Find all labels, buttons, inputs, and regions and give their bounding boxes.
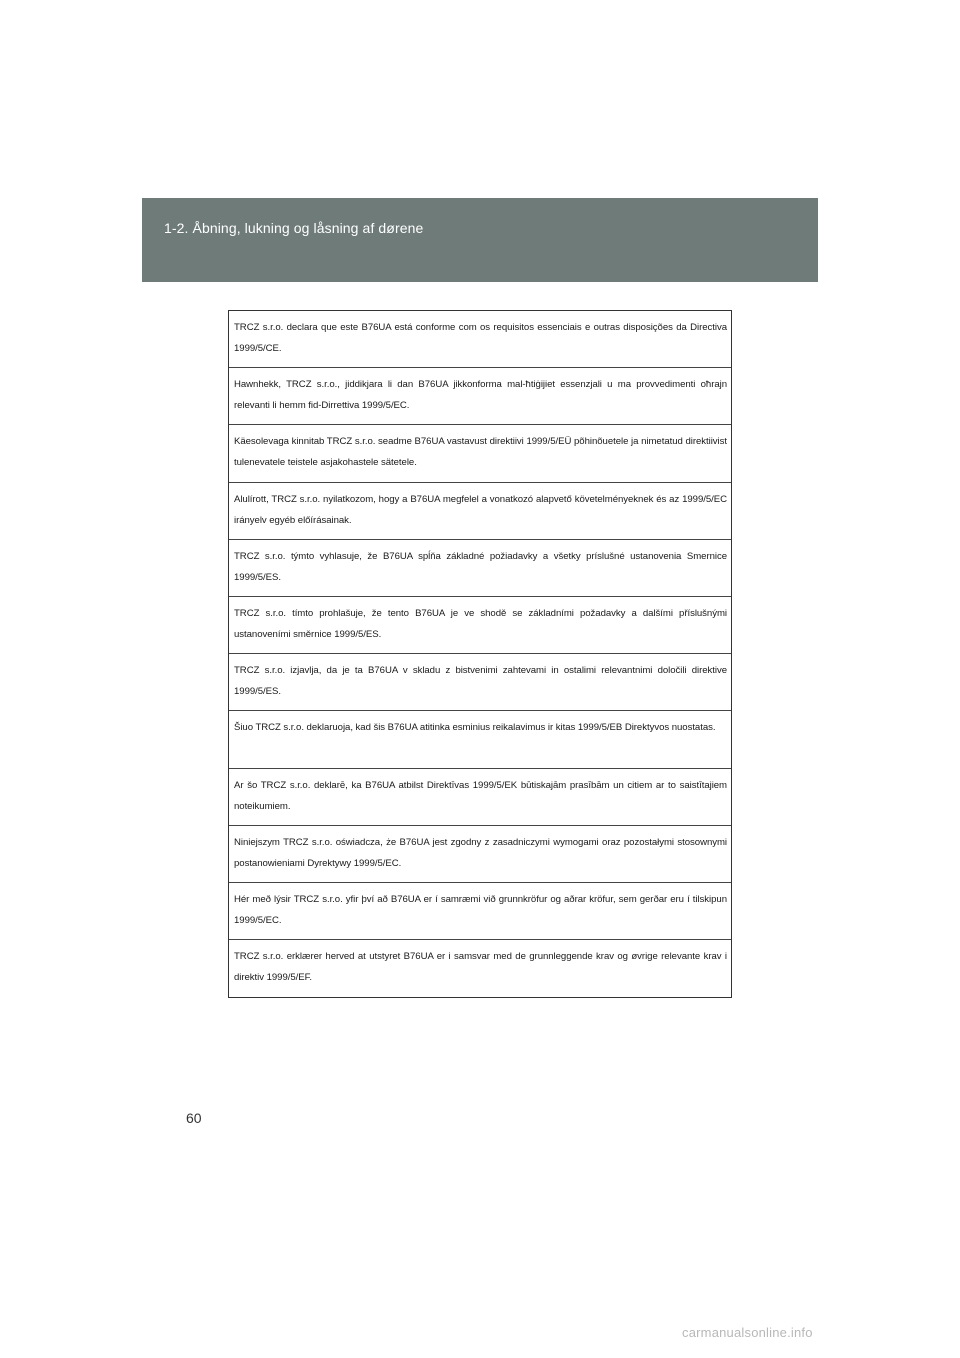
watermark-text: carmanualsonline.info [682,1325,813,1340]
declaration-text: TRCZ s.r.o. tímto prohlašuje, že tento B76UA je ve shodě se základními požadavky a dalšími příslušnými ustanoveními směrnice 1999/5/ES. [234,607,727,640]
declaration-table [228,310,732,998]
declaration-row [229,311,731,368]
declaration-text: TRCZ s.r.o. declara que este B76UA está conforme com os requisitos essenciais e outras disposições da Directiva 1999/5/CE. [234,322,727,354]
declaration-row [229,597,731,654]
section-header-band [142,198,818,282]
declaration-text: Ar šo TRCZ s.r.o. deklarē, ka B76UA atbilst Direktīvas 1999/5/EK būtiskajām prasībām un citiem ar to saistītajiem noteikumiem. [234,779,727,812]
declaration-row [229,883,731,940]
declaration-text: Niniejszym TRCZ s.r.o. oświadcza, że B76UA jest zgodny z zasadniczymi wymogami oraz pozostałymi stosownymi postanowieniami Dyrektywy 1999/5/EC. [234,836,727,869]
declaration-text: Hawnhekk, TRCZ s.r.o., jiddikjara li dan B76UA jikkonforma mal-ħtiġijiet essenzjali u ma provvedimenti oħrajn relevanti li hemm fid-Dirrettiva 1999/5/EC. [234,379,727,412]
declaration-text: Käesolevaga kinnitab TRCZ s.r.o. seadme B76UA vastavust direktiivi 1999/5/EÜ põhinõuetele ja nimetatud direktiivist tulenevatele teistele asjakohastele sätetele. [234,436,727,469]
page-number: 60 [186,1110,202,1126]
declaration-text: TRCZ s.r.o. erklærer herved at utstyret B76UA er i samsvar med de grunnleggende krav og øvrige relevante krav i direktiv 1999/5/EF. [234,951,727,984]
declaration-row [229,826,731,883]
declaration-text: TRCZ s.r.o. izjavlja, da je ta B76UA v skladu z bistvenimi zahtevami in ostalimi relevantnimi določili direktive 1999/5/ES. [234,665,727,698]
declaration-row [229,769,731,826]
declaration-row [229,483,731,540]
declaration-text: Šiuo TRCZ s.r.o. deklaruoja, kad šis B76UA atitinka esminius reikalavimus ir kitas 1999/5/EB Direktyvos nuostatas. [234,722,716,734]
declaration-row [229,540,731,597]
declaration-text: Hér með lýsir TRCZ s.r.o. yfir því að B76UA er í samræmi við grunnkröfur og aðrar kröfur, sem gerðar eru í tilskipun 1999/5/EC. [234,893,727,926]
declaration-row [229,368,731,425]
declaration-row [229,940,731,997]
declaration-row [229,654,731,711]
section-title: 1-2. Åbning, lukning og låsning af dørene [164,220,424,236]
declaration-row [229,711,731,768]
declaration-text: Alulírott, TRCZ s.r.o. nyilatkozom, hogy a B76UA megfelel a vonatkozó alapvető követelményeknek és az 1999/5/EC irányelv egyéb előírásainak. [234,493,727,526]
declaration-row [229,425,731,482]
declaration-text: TRCZ s.r.o. týmto vyhlasuje, že B76UA spĺňa základné požiadavky a všetky príslušné ustanovenia Smernice 1999/5/ES. [234,550,727,583]
